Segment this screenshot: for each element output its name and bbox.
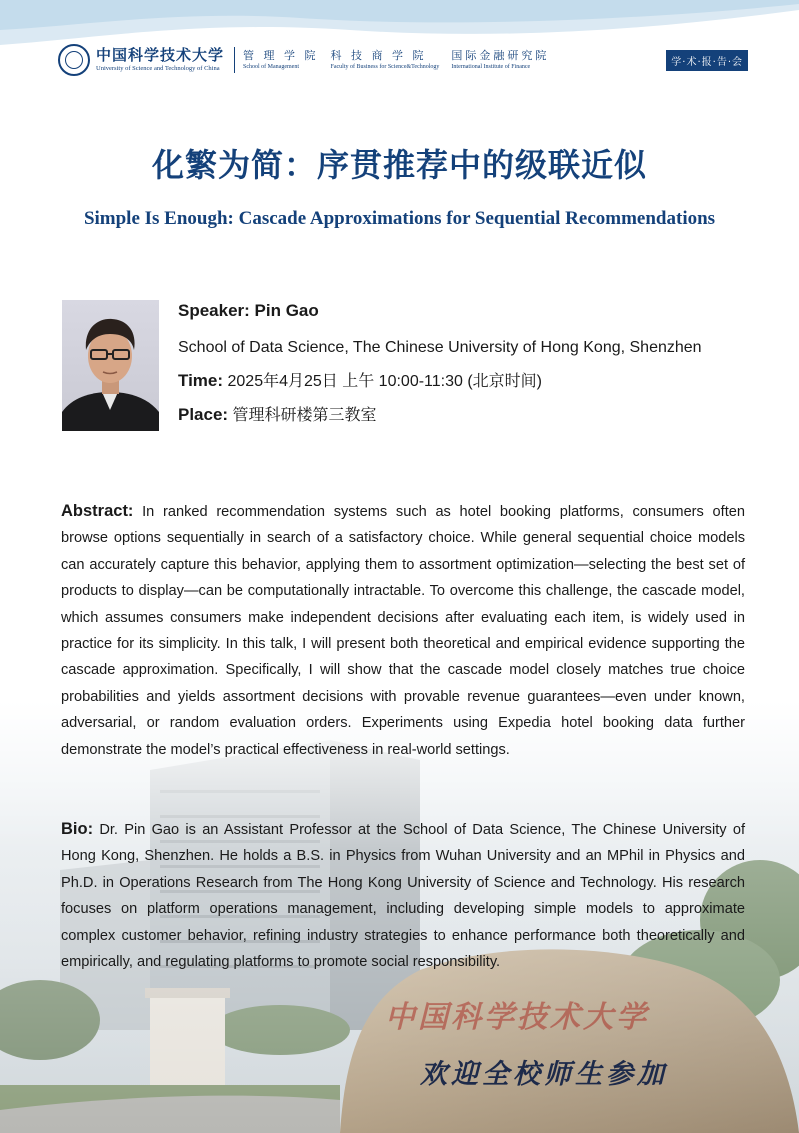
place-label: Place: — [178, 405, 229, 424]
department-business-cn: 科 技 商 学 院 — [330, 49, 427, 62]
department-finance-en: International Institute of Finance — [451, 64, 531, 70]
speaker-photo — [62, 300, 159, 431]
place-value: 管理科研楼第三教室 — [228, 407, 377, 424]
abstract-paragraph — [61, 498, 745, 763]
time-value: 2025年4月25日 上午 10:00-11:30 (北京时间) — [223, 373, 542, 390]
bio-text: Dr. Pin Gao is an Assistant Professor at the School of Data Science, The Chinese University of Hong Kong, Shenzhen. He holds a B.S. in Physics from Wuhan University and an MPhil in Physics and Ph.D. in Operations Research from The Hong Kong University of Science and Technology. His research focuses on platform operations management, including developing simple models to approximate complex customer behavior, refining industry strategies to enhance performance both theoretically and empirically, and regulating platforms to promote social responsibility. — [61, 822, 745, 971]
department-finance — [451, 48, 549, 72]
abstract-text: In ranked recommendation systems such as hotel booking platforms, consumers often browse options sequentially in search of a satisfactory choice. While general sequential choice models can accurately capture this behavior, applying them to assortment optimization—selecting the best set of products to display—can be computationally intractable. To overcome this challenge, the cascade model, which assumes consumers make independent decisions after evaluating each item, is widely used in practice for its simplicity. In this talk, I will present both theoretical and empirical evidence supporting the cascade approximation. Specifically, I will show that the cascade model closely matches true choice probabilities and yields assortment decisions with provable revenue guarantees—even under known, adversarial, or random evaluation orders. Experiments using Expedia hotel booking data further demonstrate the model’s practical effectiveness in real-world settings. — [61, 504, 745, 758]
department-business-en: Faculty of Business for Science&Technology — [330, 64, 440, 70]
university-name — [96, 47, 224, 73]
talk-time — [178, 370, 758, 393]
header-bar — [58, 40, 748, 80]
speaker-name: Speaker: Pin Gao — [178, 301, 319, 320]
seminar-badge: 学·术·报·告·会 — [666, 50, 748, 71]
time-label: Time: — [178, 371, 224, 390]
abstract-label: Abstract: — [61, 502, 134, 520]
ustc-logo-icon — [58, 44, 90, 76]
title-chinese: 化繁为简：序贯推荐中的级联近似 — [151, 146, 647, 184]
department-management — [243, 48, 319, 72]
bio-label: Bio: — [61, 820, 94, 838]
department-management-cn: 管 理 学 院 — [243, 49, 319, 62]
header-divider — [234, 47, 235, 73]
department-management-en: School of Management — [243, 64, 300, 70]
university-name-cn: 中国科学技术大学 — [96, 46, 225, 64]
university-name-en: University of Science and Technology of China — [96, 65, 220, 72]
bio-paragraph — [61, 816, 745, 975]
speaker-portrait-icon — [62, 300, 159, 431]
talk-place — [178, 404, 758, 427]
department-business — [331, 48, 440, 72]
title-english: Simple Is Enough: Cascade Approximations for Sequential Recommendations — [83, 208, 716, 229]
department-finance-cn: 国际金融研究院 — [451, 49, 550, 62]
stone-inscription: 中国科学技术大学 — [385, 1000, 649, 1035]
speaker-affiliation: School of Data Science, The Chinese University of Hong Kong, Shenzhen — [178, 339, 702, 356]
speaker-info — [178, 300, 758, 427]
welcome-text: 欢迎全校师生参加 — [420, 1059, 668, 1090]
